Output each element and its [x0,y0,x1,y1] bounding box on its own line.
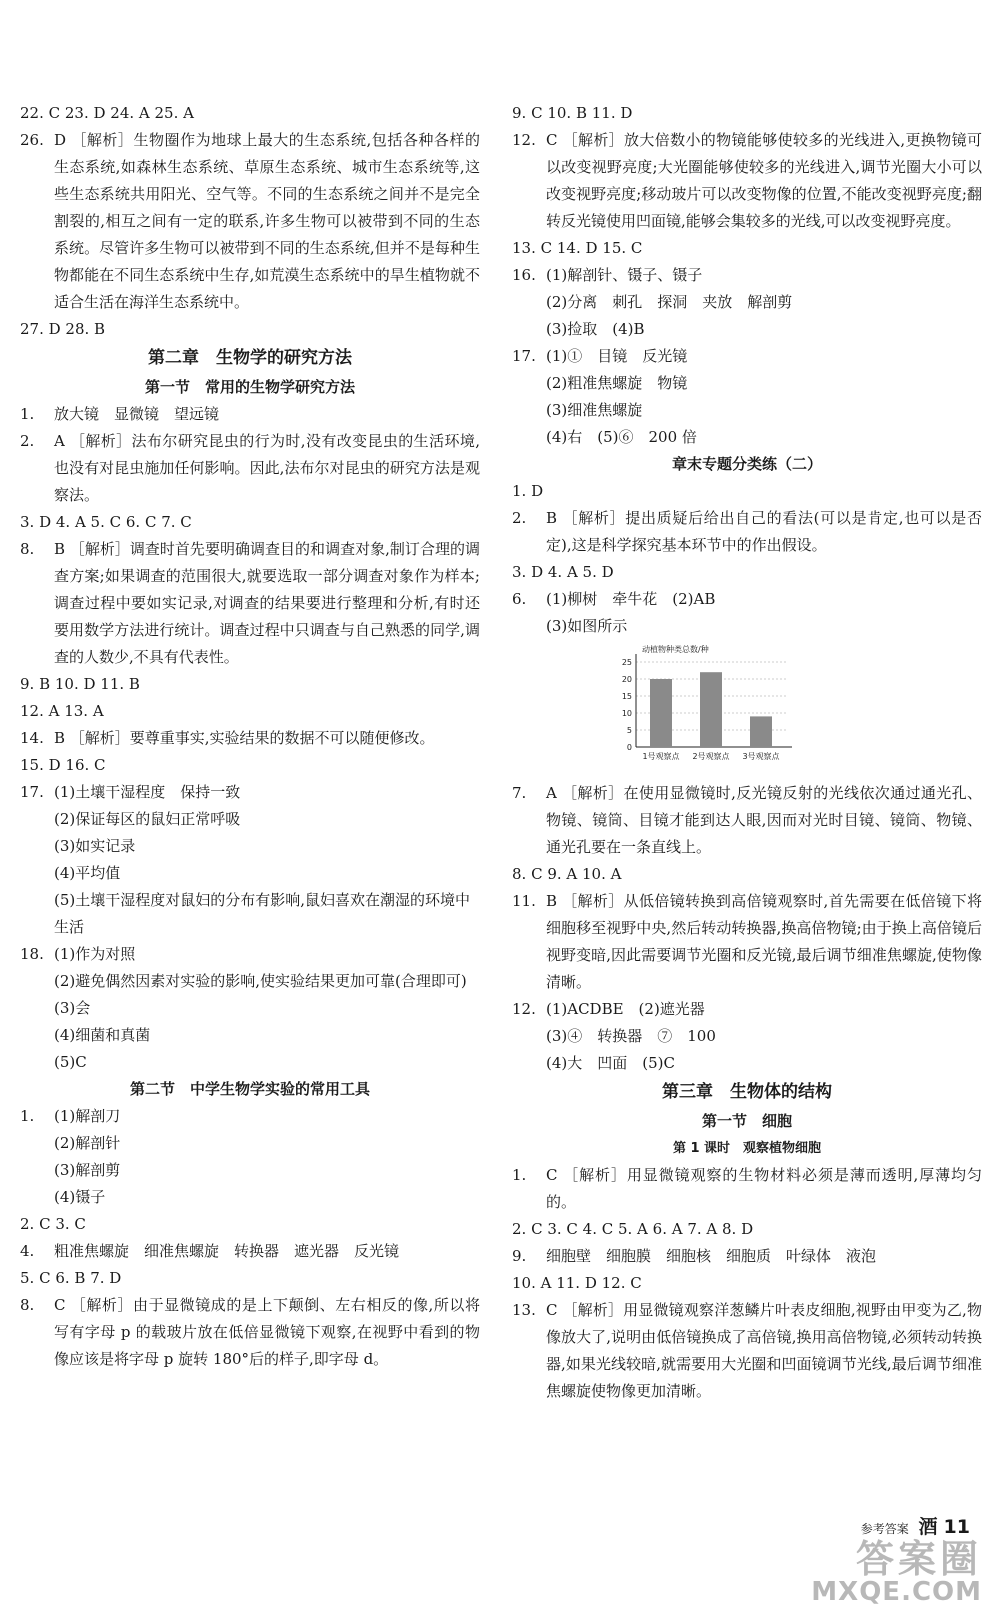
answer-item [20,1238,480,1265]
question-number: 8. [20,540,35,558]
sub-answer: (2)分离 刺孔 探洞 夹放 解剖剪 [546,293,793,311]
watermark-line1: 答案圈 [855,1537,982,1581]
answer-text: 5. C 6. B 7. D [20,1269,122,1287]
answer-text: 2. C 3. C 4. C 5. A 6. A 7. A 8. D [512,1220,754,1238]
sub-answer: (5)土壤干湿程度对鼠妇的分布有影响,鼠妇喜欢在潮湿的环境中生活 [54,891,471,936]
question-number: 8. [20,1296,35,1314]
review-heading: 章末专题分类练（二） [671,455,822,473]
answer-line [512,235,982,262]
answer-text: (1)柳树 牵牛花 (2)AB [546,590,716,608]
sub-answer: (3)如实记录 [54,837,136,855]
answer-line [20,100,480,127]
answer-text: 12. A 13. A [20,702,104,720]
bar [750,716,772,747]
sub-answer: (2)保证每区的鼠妇正常呼吸 [54,810,241,828]
answer-text: B ［解析］调查时首先要明确调查目的和调查对象,制订合理的调查方案;如果调查的范围很大,就要选取一部分调查对象作为样本;调查过程中要如实记录,对调查的结果要进行整理和分析,有时还要用数学方法进行统计。调查过程中只调查与自己熟悉的同学,调查的人数少,不具有代表性。 [54,540,480,666]
answer-line [20,316,480,343]
question-number: 1. [512,1166,527,1184]
answer-item [512,780,982,861]
answer-item [512,127,982,235]
bar-chart-container [512,642,982,776]
answer-item [20,401,480,428]
answer-item [20,941,480,968]
sub-answer: (4)平均值 [54,864,121,882]
answer-text: 10. A 11. D 12. C [512,1274,642,1292]
question-number: 13. [512,1301,536,1319]
bar [650,679,672,747]
answer-text: 粗准焦螺旋 细准焦螺旋 转换器 遮光器 反光镜 [54,1242,400,1260]
answer-text: C ［解析］用显微镜观察的生物材料必须是薄而透明,厚薄均匀的。 [546,1166,982,1211]
left-column [20,100,480,1373]
answer-line [20,509,480,536]
answer-line [512,478,982,505]
answer-item [20,428,480,509]
answer-text: C ［解析］用显微镜观察洋葱鳞片叶表皮细胞,视野由甲变为乙,物像放大了,说明由低倍镜换成了高倍镜,换用高倍物镜,必须转动转换器,如果光线较暗,就需要用大光圈和凹面镜调节光线,最后调节细准焦螺旋使物像更加清晰。 [546,1301,982,1400]
section-heading: 第一节 常用的生物学研究方法 [144,378,355,396]
question-number: 6. [512,590,527,608]
question-number: 18. [20,945,44,963]
answer-item [512,1297,982,1405]
y-tick-label: 5 [626,726,632,735]
answer-text: D ［解析］生物圈作为地球上最大的生态系统,包括各种各样的生态系统,如森林生态系统、草原生态系统、城市生态系统等,这些生态系统共用阳光、空气等。不同的生态系统之间并不是完全割裂的,相互之间有一定的联系,许多生物可以被带到不同的生态系统。尽管许多生物可以被带到不同的生态系统,但并不是每种生物都能在不同生态系统中生存,如荒漠生态系统中的旱生植物就不适合生活在海洋生态系统中。 [54,131,480,311]
y-tick-label: 20 [621,675,632,684]
x-tick-label: 1号观察点 [642,752,680,761]
answer-text: 1. D [512,482,544,500]
answer-item [512,1162,982,1216]
answer-text: C ［解析］由于显微镜成的是上下颠倒、左右相反的像,所以将写有字母 p 的载玻片放在低倍显微镜下观察,在视野中看到的物像应该是将字母 p 旋转 180°后的样子,即字母 d。 [54,1296,480,1368]
sub-answer: (4)镊子 [54,1188,106,1206]
answer-item [512,505,982,559]
sub-answer: (3)细准焦螺旋 [546,401,643,419]
answer-item [20,1292,480,1373]
chapter-heading: 第三章 生物体的结构 [662,1082,832,1102]
answer-text: 13. C 14. D 15. C [512,239,643,257]
lesson-heading: 第 1 课时 观察植物细胞 [672,1141,822,1156]
answer-text: 2. C 3. C [20,1215,86,1233]
answer-item [512,262,982,289]
page-number-prefix: 酒 [918,1516,938,1538]
answer-text: 放大镜 显微镜 望远镜 [54,405,220,423]
answer-text: (1)作为对照 [54,945,136,963]
sub-answer: (5)C [54,1053,87,1071]
answer-text: (1)① 目镜 反光镜 [546,347,688,365]
answer-line [512,1216,982,1243]
answer-item [512,1243,982,1270]
y-tick-label: 25 [621,658,632,667]
question-number: 17. [20,783,44,801]
y-tick-label: 0 [626,743,632,752]
x-tick-label: 2号观察点 [692,752,730,761]
bar [700,672,722,747]
answer-text: 27. D 28. B [20,320,106,338]
y-tick-label: 10 [621,709,632,718]
question-number: 11. [512,892,536,910]
chapter-heading: 第二章 生物学的研究方法 [148,348,352,368]
answer-line [20,1265,480,1292]
question-number: 17. [512,347,536,365]
answer-text: A ［解析］法布尔研究昆虫的行为时,没有改变昆虫的生活环境,也没有对昆虫施加任何影响。因此,法布尔对昆虫的研究方法是观察法。 [54,432,480,504]
answer-item [20,1103,480,1130]
answer-text: 3. D 4. A 5. D [512,563,614,581]
answer-text: B ［解析］提出质疑后给出自己的看法(可以是肯定,也可以是否定),这是科学探究基本环节中的作出假设。 [546,509,982,554]
x-tick-label: 3号观察点 [742,752,780,761]
answer-text: 15. D 16. C [20,756,106,774]
sub-answer: (3)解剖剪 [54,1161,121,1179]
answer-text: B ［解析］要尊重事实,实验结果的数据不可以随便修改。 [54,729,435,747]
sub-answer: (3)如图所示 [546,617,628,635]
answer-text: 3. D 4. A 5. C 6. C 7. C [20,513,192,531]
answer-item [20,536,480,671]
answer-item [512,343,982,370]
question-number: 16. [512,266,536,284]
answer-text: B ［解析］从低倍镜转换到高倍镜观察时,首先需要在低倍镜下将细胞移至视野中央,然后转动转换器,换高倍物镜;由于换上高倍镜后视野变暗,因此需要调节光圈和反光镜,最后调节细准焦螺旋,使物像清晰。 [546,892,982,991]
answer-text: 8. C 9. A 10. A [512,865,622,883]
answer-item [512,996,982,1023]
answer-line [512,861,982,888]
answer-text: (1)解剖刀 [54,1107,121,1125]
answer-line [20,752,480,779]
answer-text: (1)解剖针、镊子、镊子 [546,266,703,284]
question-number: 26. [20,131,44,149]
sub-answer: (4)细菌和真菌 [54,1026,151,1044]
right-column [512,100,982,1405]
question-number: 2. [512,509,527,527]
section-heading: 第二节 中学生物学实验的常用工具 [129,1080,370,1098]
page-number: 11 [943,1516,970,1538]
sub-answer: (2)避免偶然因素对实验的影响,使实验结果更加可靠(合理即可) [54,972,467,990]
answer-text: 9. B 10. D 11. B [20,675,140,693]
answer-line [512,559,982,586]
answer-line [20,1211,480,1238]
question-number: 7. [512,784,527,802]
answer-item [20,127,480,316]
watermark-line2: MXQE.COM [811,1577,982,1607]
question-number: 9. [512,1247,527,1265]
question-number: 4. [20,1242,35,1260]
footer-label: 参考答案 [860,1522,909,1536]
answer-text: 22. C 23. D 24. A 25. A [20,104,194,122]
sub-answer: (2)粗准焦螺旋 物镜 [546,374,688,392]
question-number: 14. [20,729,44,747]
y-tick-label: 15 [621,692,632,701]
section-heading: 第一节 细胞 [701,1112,792,1130]
answer-text: A ［解析］在使用显微镜时,反光镜反射的光线依次通过通光孔、物镜、镜筒、目镜才能到达人眼,因而对光时目镜、镜筒、物镜、通光孔要在一条直线上。 [546,784,982,856]
answer-text: 细胞壁 细胞膜 细胞核 细胞质 叶绿体 液泡 [546,1247,877,1265]
answer-line [512,100,982,127]
answer-text: 9. C 10. B 11. D [512,104,633,122]
answer-item [20,725,480,752]
question-number: 2. [20,432,35,450]
answer-item [512,586,982,613]
answer-text: C ［解析］放大倍数小的物镜能够使较多的光线进入,更换物镜可以改变视野亮度;大光圈能够使较多的光线进入,调节光圈大小可以改变视野亮度;移动玻片可以改变物像的位置,不能改变视野亮度;翻转反光镜使用凹面镜,能够会集较多的光线,可以改变视野亮度。 [546,131,982,230]
watermark-logo [811,1528,982,1607]
answer-item [512,888,982,996]
answer-text: (1)ACDBE (2)遮光器 [546,1000,705,1018]
sub-answer: (4)大 凹面 (5)C [546,1054,675,1072]
sub-answer: (3)会 [54,999,91,1017]
question-number: 12. [512,131,536,149]
question-number: 12. [512,1000,536,1018]
sub-answer: (4)右 (5)⑥ 200 倍 [546,428,697,446]
question-number: 1. [20,405,35,423]
answer-line [20,671,480,698]
sub-answer: (2)解剖针 [54,1134,121,1152]
answer-text: (1)土壤干湿程度 保持一致 [54,783,241,801]
answer-item [20,779,480,806]
question-number: 1. [20,1107,35,1125]
chart-title: 动植物种类总数/种 [642,645,709,654]
bar-chart [612,642,812,767]
sub-answer: (3)④ 转换器 ⑦ 100 [546,1027,716,1045]
sub-answer: (3)捡取 (4)B [546,320,645,338]
answer-line [20,698,480,725]
answer-line [512,1270,982,1297]
